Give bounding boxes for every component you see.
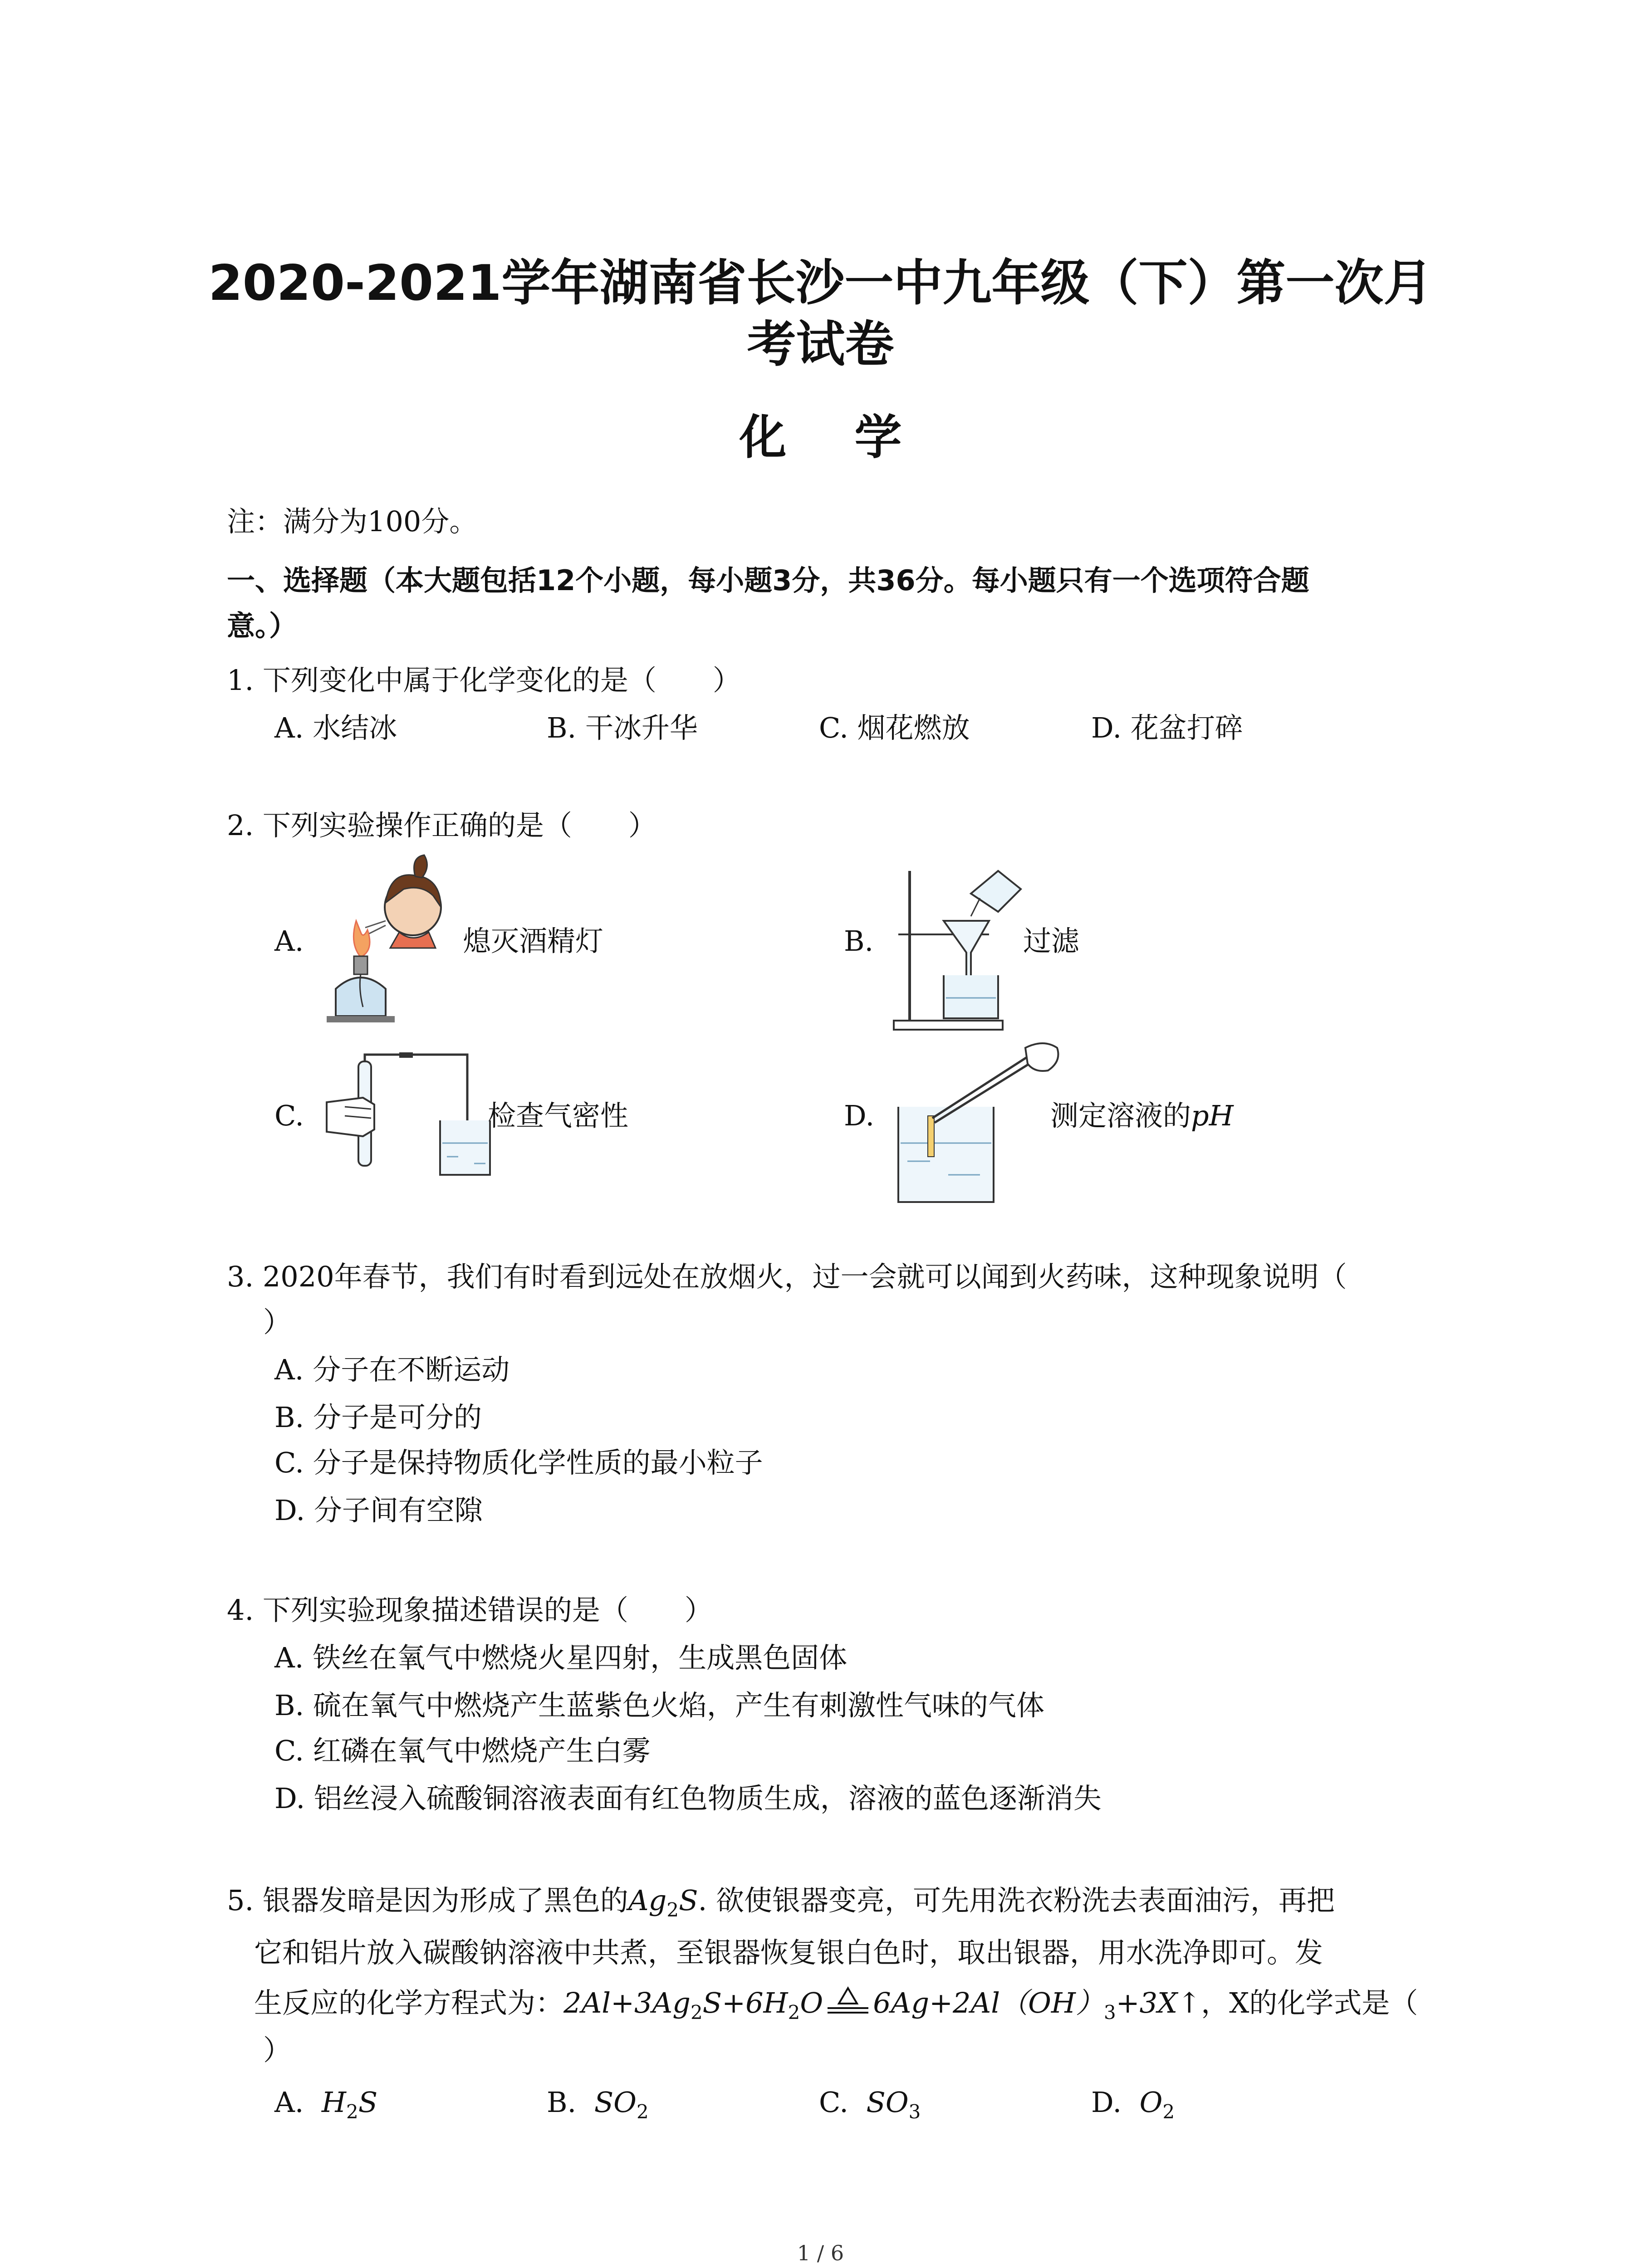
q2-option-c-label: C. bbox=[274, 1099, 304, 1132]
q3-option-b: B. 分子是可分的 bbox=[274, 1401, 482, 1434]
q5-line-3b: ，X的化学式是（ bbox=[1201, 1986, 1418, 2019]
q5-eq-1-sub: 2 bbox=[690, 2001, 703, 2024]
q4-option-c: C. 红磷在氧气中燃烧产生白雾 bbox=[274, 1734, 651, 1767]
subject-heading: 化学 bbox=[739, 410, 970, 465]
q5-line-2: 它和铝片放入碳酸钠溶液中共煮，至银器恢复银白色时，取出银器，用水洗净即可。发 bbox=[254, 1936, 1323, 1969]
q2-option-b-text: 过滤 bbox=[1023, 924, 1080, 958]
page-number: 1 / 6 bbox=[797, 2241, 844, 2265]
q5-eq-2: S+6H bbox=[702, 1986, 788, 2019]
q3-stem-line-1: 3. 2020年春节，我们有时看到远处在放烟火，过一会就可以闻到火药味，这种现象说明（ bbox=[227, 1260, 1347, 1293]
q4-stem: 4. 下列实验现象描述错误的是（ ） bbox=[227, 1593, 713, 1627]
section-1-heading-line-1: 一、选择题（本大题包括12个小题，每小题3分，共36分。每小题只有一个选项符合题 bbox=[227, 564, 1309, 597]
q5-line-1a: 5. 银器发暗是因为形成了黑色的 bbox=[227, 1884, 628, 1917]
q2-option-a-label: A. bbox=[274, 924, 304, 958]
q5-option-a bbox=[274, 2084, 377, 2130]
q5-eq-2-sub: 2 bbox=[788, 2001, 800, 2024]
check-airtightness-figure bbox=[318, 1052, 499, 1188]
q2-option-d-ph: pH bbox=[1191, 1099, 1234, 1132]
q5-option-d-sub: 2 bbox=[1162, 2101, 1175, 2123]
q5-option-a-base: H bbox=[321, 2086, 346, 2119]
q5-line-1 bbox=[227, 1882, 1335, 1928]
q5-option-b bbox=[547, 2084, 649, 2130]
q2-option-d-text bbox=[1050, 1098, 1234, 1134]
heating-condition-symbol bbox=[823, 1984, 873, 2016]
q5-ag2s-ag: Ag bbox=[628, 1884, 667, 1917]
q5-line-3 bbox=[254, 1984, 1418, 2031]
q5-line-1b: . 欲使银器变亮，可先用洗衣粉洗去表面油污，再把 bbox=[698, 1884, 1335, 1917]
q5-eq-3: O bbox=[800, 1986, 823, 2019]
q2-option-a-text: 熄灭酒精灯 bbox=[463, 924, 604, 958]
q5-option-c-sub: 3 bbox=[908, 2101, 921, 2123]
q2-stem: 2. 下列实验操作正确的是（ ） bbox=[227, 809, 656, 842]
q5-option-c-base: SO bbox=[866, 2086, 909, 2119]
q4-option-a: A. 铁丝在氧气中燃烧火星四射，生成黑色固体 bbox=[274, 1641, 847, 1674]
q2-option-d-label: D. bbox=[844, 1099, 875, 1132]
q5-option-b-label: B. bbox=[547, 2086, 577, 2119]
q5-ag2s-s: S bbox=[679, 1884, 698, 1917]
q2-option-b-label: B. bbox=[844, 924, 874, 958]
q5-option-a-label: A. bbox=[274, 2086, 304, 2119]
q5-eq-4-sub: 3 bbox=[1104, 2001, 1116, 2024]
q5-eq-4: 6Ag+2Al（OH） bbox=[873, 1986, 1104, 2019]
q5-option-c-label: C. bbox=[819, 2086, 848, 2119]
q5-option-a-sub: 2 bbox=[346, 2101, 358, 2123]
score-note: 注：满分为100分。 bbox=[227, 505, 478, 538]
q5-option-b-base: SO bbox=[594, 2086, 637, 2119]
section-1-heading-line-2: 意。） bbox=[227, 609, 298, 642]
q1-option-b: B. 干冰升华 bbox=[547, 711, 698, 744]
title-line-1: 2020-2021学年湖南省长沙一中九年级（下）第一次月 bbox=[208, 255, 1433, 312]
q5-option-d-base: O bbox=[1139, 2086, 1163, 2119]
q3-option-d: D. 分子间有空隙 bbox=[274, 1494, 483, 1527]
q1-option-c: C. 烟花燃放 bbox=[819, 711, 970, 744]
q1-stem: 1. 下列变化中属于化学变化的是（ ） bbox=[227, 664, 741, 697]
title-line-2: 考试卷 bbox=[747, 316, 894, 373]
q2-option-d-text-cn: 测定溶液的 bbox=[1050, 1099, 1191, 1132]
q5-eq-5: +3X↑ bbox=[1116, 1986, 1201, 2019]
q5-ag2s-sub: 2 bbox=[666, 1899, 679, 1921]
q3-stem-line-2: ） bbox=[263, 1305, 292, 1339]
q5-option-d bbox=[1091, 2084, 1175, 2130]
q5-option-b-sub: 2 bbox=[637, 2101, 649, 2123]
q5-eq-1: 2Al+3Ag bbox=[563, 1986, 691, 2019]
q5-option-a-tail: S bbox=[358, 2086, 378, 2119]
q5-option-d-label: D. bbox=[1091, 2086, 1122, 2119]
q1-option-a: A. 水结冰 bbox=[274, 711, 397, 744]
q4-option-d: D. 铝丝浸入硫酸铜溶液表面有红色物质生成，溶液的蓝色逐渐消失 bbox=[274, 1782, 1102, 1815]
q5-line-4: ） bbox=[263, 2033, 292, 2067]
q3-option-a: A. 分子在不断运动 bbox=[274, 1353, 510, 1386]
q5-option-c bbox=[819, 2084, 921, 2130]
q4-option-b: B. 硫在氧气中燃烧产生蓝紫色火焰，产生有刺激性气味的气体 bbox=[274, 1689, 1044, 1722]
q1-option-d: D. 花盆打碎 bbox=[1091, 711, 1243, 744]
q5-line-3a: 生反应的化学方程式为： bbox=[254, 1986, 564, 2019]
q3-option-c: C. 分子是保持物质化学性质的最小粒子 bbox=[274, 1446, 763, 1479]
extinguish-alcohol-lamp-figure bbox=[318, 853, 463, 1043]
q2-option-c-text: 检查气密性 bbox=[488, 1099, 629, 1132]
